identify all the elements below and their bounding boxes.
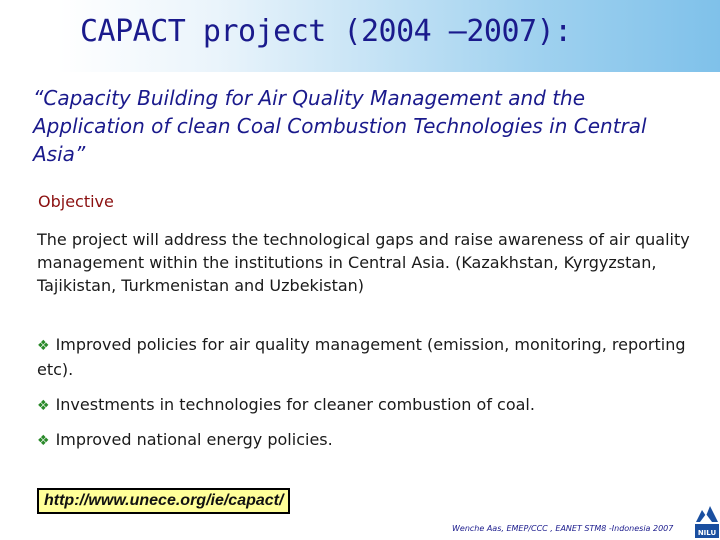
project-link[interactable]: http://www.unece.org/ie/capact/ <box>37 488 290 514</box>
bullet-item <box>37 333 712 381</box>
diamond-bullet-icon: ❖ <box>37 338 50 354</box>
bullet-item <box>37 428 712 453</box>
diamond-bullet-icon: ❖ <box>37 433 50 449</box>
bullet-item <box>37 393 712 418</box>
project-subtitle: “Capacity Building for Air Quality Management and the Application of clean Coal Combustion Technologies in Central Asia” <box>33 86 647 166</box>
page-title: CAPACT project (2004 –2007): <box>80 14 572 49</box>
bullet-text: Improved national energy policies. <box>55 430 333 449</box>
nilu-logo <box>694 500 720 540</box>
diamond-bullet-icon: ❖ <box>37 398 50 414</box>
bullet-text: Investments in technologies for cleaner combustion of coal. <box>55 395 535 414</box>
svg-text:NILU: NILU <box>697 529 717 537</box>
objective-heading: Objective <box>38 192 114 211</box>
bullet-text: Improved policies for air quality management (emission, monitoring, reporting etc). <box>37 335 686 379</box>
objective-text: The project will address the technological gaps and raise awareness of air quality management within the institutions in Central Asia. (Kazakhstan, Kyrgyzstan, Tajikistan, Turkmenistan and Uzbekistan) <box>37 230 690 295</box>
footer-credit: Wenche Aas, EMEP/CCC , EANET STM8 -Indonesia 2007 <box>452 524 674 533</box>
